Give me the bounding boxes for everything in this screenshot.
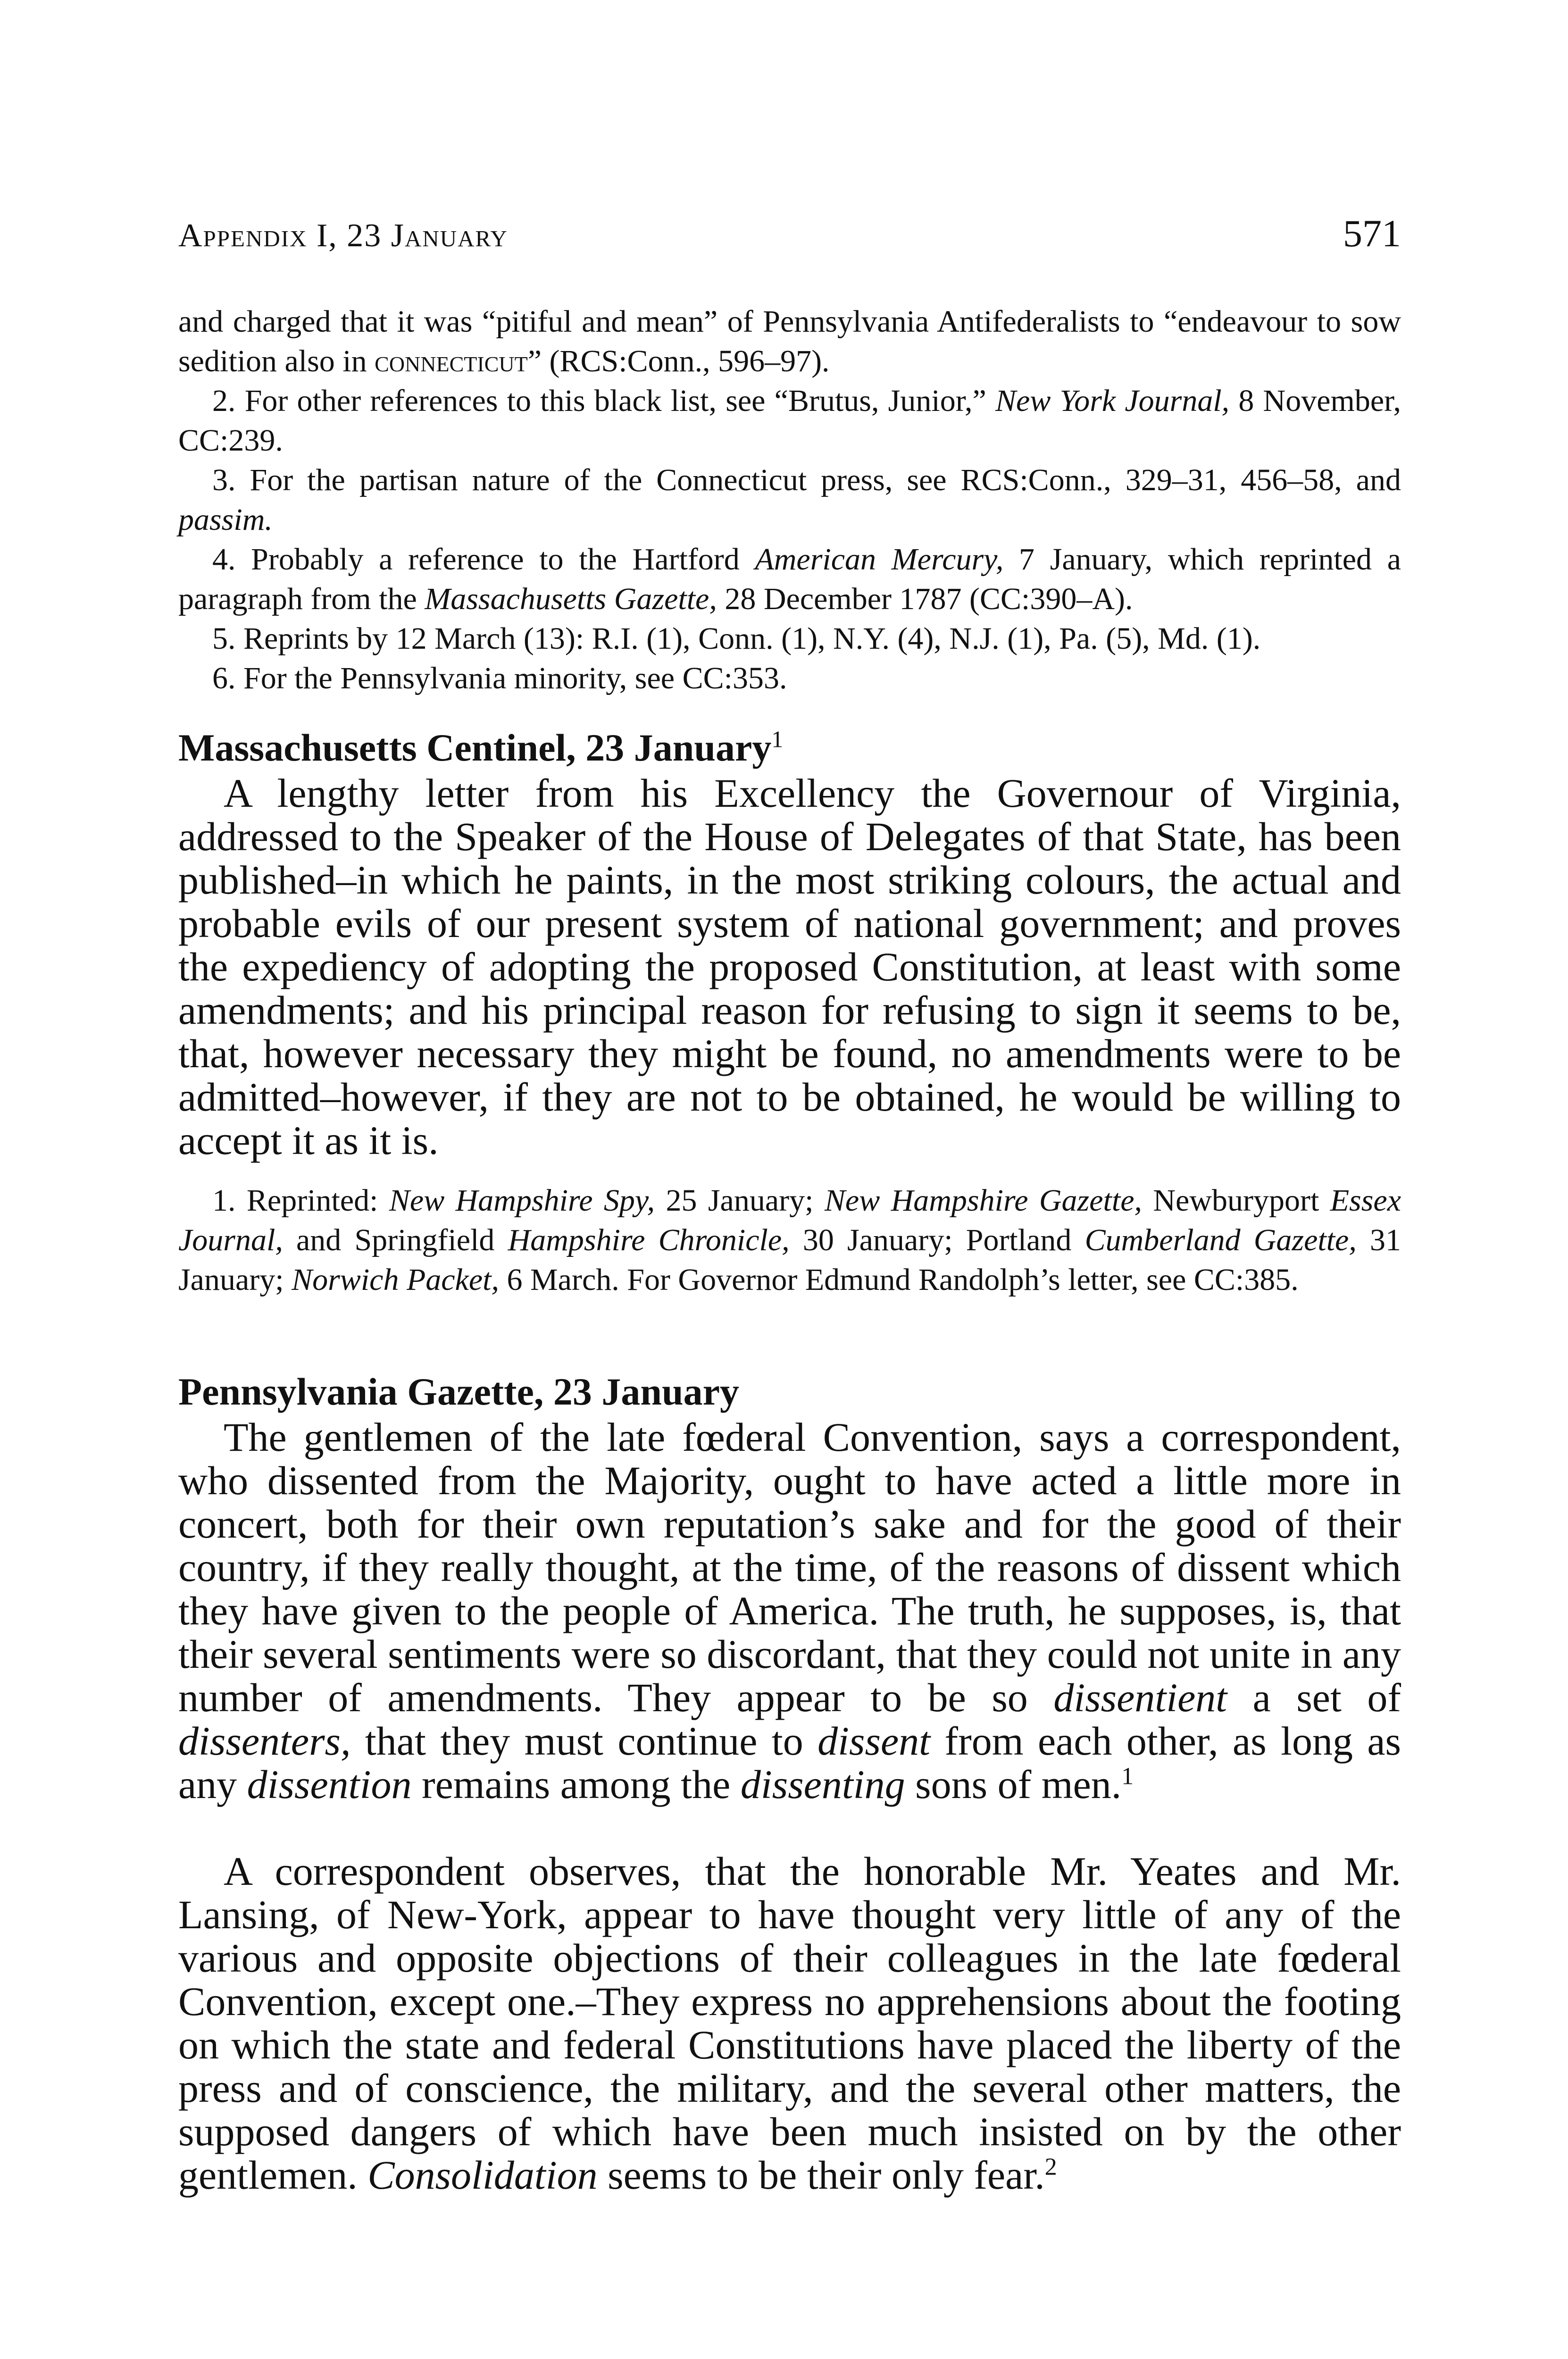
section-title: Pennsylvania Gazette, 23 January <box>178 1370 739 1413</box>
gazette-paragraph-2: A correspondent observes, that the honorable Mr. Yeates and Mr. Lansing, of New-York, appear to have thought very little of any of the various and opposite objections of their colleagues in the late fœderal Convention, except one.–They express no apprehensions about the footing on which the state and federal Constitutions have placed the liberty of the press and of conscience, the military, and the several other matters, the supposed dangers of which have been much insisted on by the other gentlemen. Consolidation seems to be their only fear.$^2$ <box>178 1849 1401 2198</box>
top-footnotes <box>178 302 1401 698</box>
section-title: Massachusetts Centinel, 23 January$^1$ <box>178 726 784 769</box>
footnote-continued: and charged that it was “pitiful and mean” of Pennsylvania Antifederalists to “endeavour to sow sedition also in connecticut” (RCS:Conn., 596–97). <box>178 304 1401 378</box>
section-footnote: 1. Reprinted: New Hampshire Spy, 25 January; New Hampshire Gazette, Newburyport Essex Journal, and Springfield Hampshire Chronicle, 30 January; Portland Cumberland Gazette, 31 January; Norwich Packet, 6 March. For Governor Edmund Randolph’s letter, see CC:385. <box>178 1183 1401 1297</box>
footnote-5: 5. Reprints by 12 March (13): R.I. (1), Conn. (1), N.Y. (4), N.J. (1), Pa. (5), Md. (1). <box>212 621 1261 656</box>
section-body: A lengthy letter from his Excellency the Governour of Virginia, addressed to the Speaker of the House of Delegates of that State, has been published–in which he paints, in the most striking colours, the actual and probable evils of our present system of national government; and proves the expediency of adopting the proposed Constitution, at least with some amendments; and his principal reason for refusing to sign it seems to be, that, however necessary they might be found, no amendments were to be admitted–however, if they are not to be obtained, he would be willing to accept it as it is. <box>178 770 1401 1163</box>
page-number: 571 <box>1343 212 1401 255</box>
running-head-title: Appendix I, 23 January <box>178 217 508 254</box>
section-massachusetts-centinel <box>178 724 1401 1300</box>
footnote-3: 3. For the partisan nature of the Connecticut press, see RCS:Conn., 329–31, 456–58, and passim. <box>178 463 1401 537</box>
footnote-marker: 1 <box>771 726 784 753</box>
footnote-marker: 1 <box>1121 1763 1134 1790</box>
connecticut-small-caps: connecticut <box>375 344 528 378</box>
footnote-6: 6. For the Pennsylvania minority, see CC:353. <box>212 661 787 695</box>
gazette-paragraph-1: The gentlemen of the late fœderal Convention, says a correspondent, who dissented from the Majority, ought to have acted a little more in concert, both for their own reputation’s sake and for the good of their country, if they really thought, at the time, of the reasons of dissent which they have given to the people of America. The truth, he supposes, is, that their several sentiments were so discordant, that they could not unite in any number of amendments. They appear to be so dissentient a set of dissenters, that they must continue to dissent from each other, as long as any dissention remains among the dissenting sons of men.$^1$ <box>178 1414 1401 1807</box>
running-head <box>178 211 1401 263</box>
footnote-4: 4. Probably a reference to the Hartford American Mercury, 7 January, which reprinted a paragraph from the Massachusetts Gazette, 28 December 1787 (CC:390–A). <box>178 542 1401 616</box>
section-pennsylvania-gazette <box>178 1368 1401 2197</box>
footnote-2: 2. For other references to this black list, see “Brutus, Junior,” New York Journal, 8 November, CC:239. <box>178 384 1401 458</box>
footnote-marker: 2 <box>1044 2153 1057 2181</box>
